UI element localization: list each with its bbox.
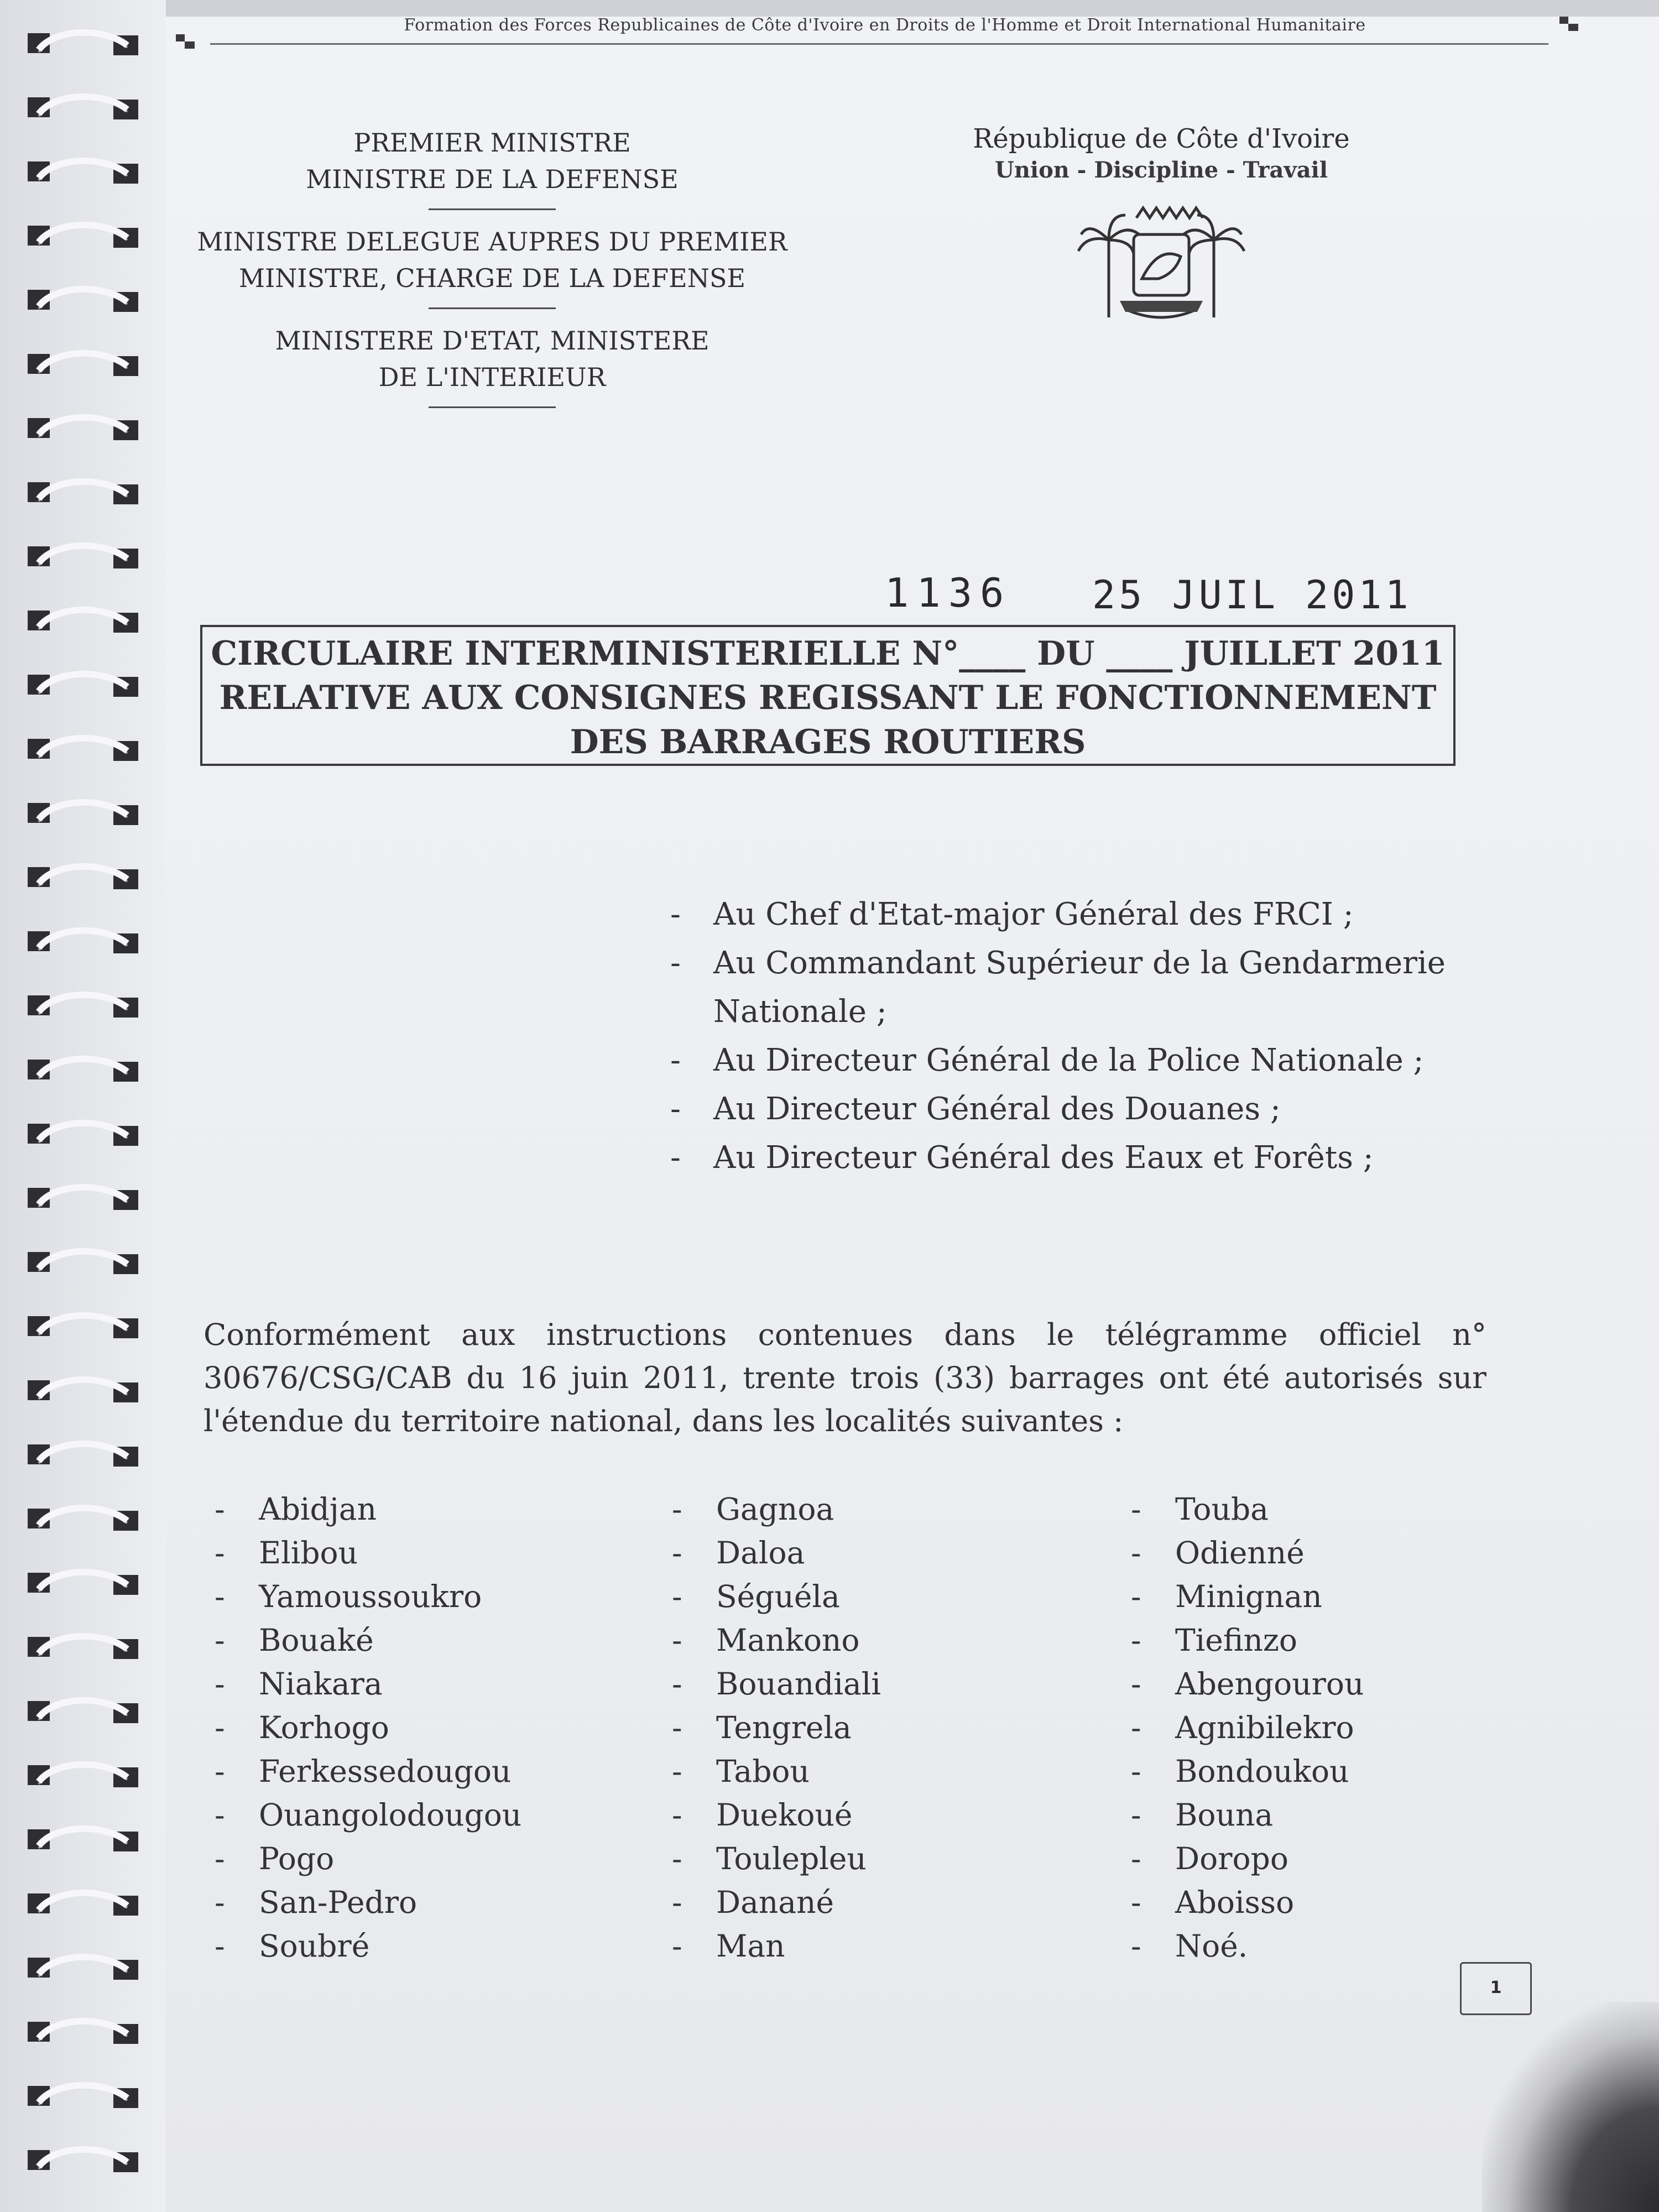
locality-item: - Pogo [215,1837,602,1881]
locality-item: - Abidjan [215,1488,602,1531]
locality-item: - Minignan [1131,1575,1518,1619]
spiral-coil [28,2085,138,2108]
spiral-coil [28,1187,138,1210]
title-line: RELATIVE AUX CONSIGNES REGISSANT LE FONCTIONNEMENT [219,679,1437,717]
spiral-coil [28,1957,138,1980]
divider [429,208,556,210]
title-line: DES BARRAGES ROUTIERS [570,723,1086,761]
spiral-coil [28,738,138,761]
locality-item: - Aboisso [1131,1881,1518,1924]
top-edge [0,0,1659,17]
locality-item: - Ouangolodougou [215,1793,602,1837]
recipient-item: - Au Directeur Général de la Police Nationale ; [664,1036,1493,1085]
spiral-coil [28,2150,138,2172]
spiral-coil [28,2021,138,2044]
locality-item: - Tengrela [672,1706,1059,1750]
divider [429,307,556,309]
title-line: CIRCULAIRE INTERMINISTERIELLE N°____ DU ____ JUILLET 2011 [211,634,1445,673]
recipient-item: - Au Chef d'Etat-major Général des FRCI ; [664,890,1493,939]
spiral-coil [28,418,138,440]
localities-column-3 [1131,1488,1518,1968]
locality-item: - Doropo [1131,1837,1518,1881]
spiral-coil [28,610,138,633]
ministry-line: MINISTRE DELEGUE AUPRES DU PREMIER [197,227,787,257]
spiral-coil [28,1059,138,1082]
ministry-line: MINISTERE D'ETAT, MINISTERE [275,326,709,356]
locality-item: - Man [672,1924,1059,1968]
spiral-coil [28,1636,138,1659]
header-mark-icon [176,34,195,49]
divider [429,406,556,408]
locality-item: - Tabou [672,1750,1059,1793]
scan-smudge [1482,2002,1659,2212]
spiral-coil [28,1251,138,1274]
locality-item: - Bondoukou [1131,1750,1518,1793]
locality-item: - Yamoussoukro [215,1575,602,1619]
locality-item: - Bouandiali [672,1662,1059,1706]
spiral-coil [28,33,138,55]
running-header: Formation des Forces Republicaines de Côte d'Ivoire en Droits de l'Homme et Droit International Humanitaire [404,15,1366,35]
coat-of-arms-icon [1076,201,1247,323]
ministry-line: DE L'INTERIEUR [378,362,606,392]
circular-title-box [200,625,1455,766]
locality-item: - Séguéla [672,1575,1059,1619]
spiral-coil [28,995,138,1018]
locality-item: - Ferkessedougou [215,1750,602,1793]
ministry-line: PREMIER MINISTRE [353,128,631,158]
spiral-coil [28,802,138,825]
locality-item: - Noé. [1131,1924,1518,1968]
date-stamp: 25 JUIL 2011 [1092,572,1412,618]
recipient-item: - Au Directeur Général des Eaux et Forêts ; [664,1134,1493,1182]
spiral-binding-icon [22,17,160,2206]
locality-item: - Odienné [1131,1531,1518,1575]
header-mark-icon [1559,17,1578,31]
spiral-coil [28,546,138,568]
spiral-coil [28,289,138,312]
spiral-coil [28,353,138,376]
locality-item: - Tiefinzo [1131,1619,1518,1662]
recipient-item: - Au Directeur Général des Douanes ; [664,1085,1493,1134]
locality-item: - Bouaké [215,1619,602,1662]
recipients-list [664,890,1493,1182]
spiral-coil [28,1765,138,1787]
spiral-coil [28,1123,138,1146]
spiral-coil [28,674,138,697]
locality-item: - Niakara [215,1662,602,1706]
locality-item: - Danané [672,1881,1059,1924]
locality-item: - Daloa [672,1531,1059,1575]
spiral-coil [28,1829,138,1851]
locality-item: - Soubré [215,1924,602,1968]
spiral-coil [28,225,138,248]
spiral-coil [28,1893,138,1916]
spiral-coil [28,1316,138,1338]
ministries-block [177,124,807,421]
spiral-coil [28,1508,138,1531]
republic-motto: Union - Discipline - Travail [994,157,1328,183]
locality-item: - Elibou [215,1531,602,1575]
spiral-coil [28,931,138,953]
page-number: 1 [1460,1962,1532,2015]
republic-name: République de Côte d'Ivoire [973,123,1350,154]
ministry-line: MINISTRE DE LA DEFENSE [306,164,679,194]
spiral-coil [28,1700,138,1723]
spiral-coil [28,867,138,889]
locality-item: - Abengourou [1131,1662,1518,1706]
locality-item: - Mankono [672,1619,1059,1662]
locality-item: - Gagnoa [672,1488,1059,1531]
recipient-item: - Au Commandant Supérieur de la Gendarmerie Nationale ; [664,939,1493,1036]
spiral-coil [28,1572,138,1595]
locality-item: - Duekoué [672,1793,1059,1837]
locality-item: - Toulepleu [672,1837,1059,1881]
localities-column-1 [215,1488,602,1968]
localities-column-2 [672,1488,1059,1968]
spiral-coil [28,1444,138,1467]
spiral-coil [28,161,138,184]
locality-item: - Touba [1131,1488,1518,1531]
locality-item: - San-Pedro [215,1881,602,1924]
registration-number-stamp: 1136 [885,570,1012,616]
locality-item: - Bouna [1131,1793,1518,1837]
locality-item: - Korhogo [215,1706,602,1750]
spiral-coil [28,482,138,504]
locality-item: - Agnibilekro [1131,1706,1518,1750]
header-rule [210,43,1548,45]
ministry-line: MINISTRE, CHARGE DE LA DEFENSE [238,263,746,293]
republic-block [918,122,1405,323]
spiral-coil [28,1380,138,1402]
body-paragraph: Conformément aux instructions contenues dans le télégramme officiel n° 30676/CSG/CAB du 16 juin 2011, trente trois (33) barrages ont été autorisés sur l'étendue du territoire national, dans les localités suivantes : [204,1317,1486,1438]
spiral-coil [28,97,138,119]
